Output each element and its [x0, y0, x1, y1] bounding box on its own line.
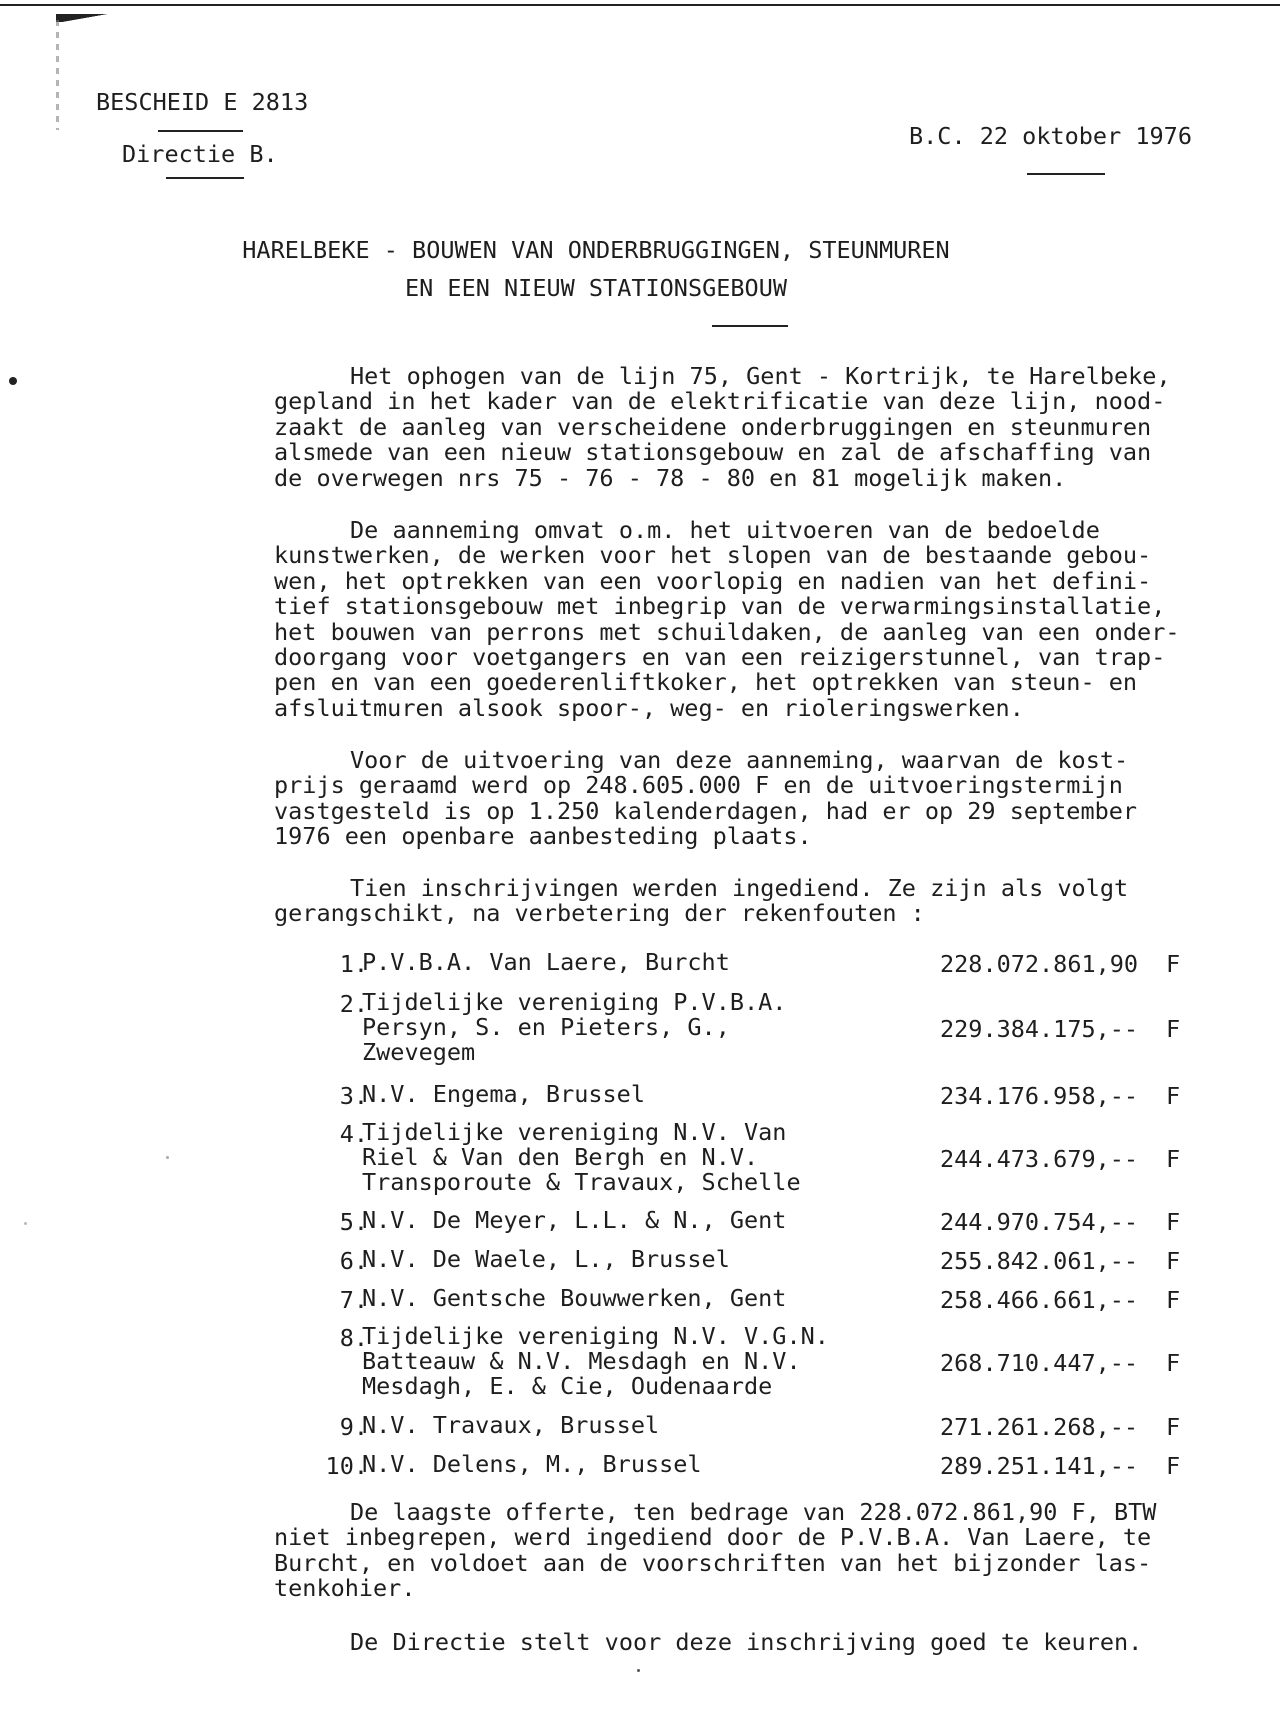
bid-amount: 258.466.661,--: [940, 1286, 1139, 1314]
text-line: Burcht, en voldoet aan de voorschriften van het bijzonder las-: [274, 1548, 1152, 1577]
bid-amount: 255.842.061,--: [940, 1247, 1139, 1275]
text-line: Voor de uitvoering van deze aanneming, waarvan de kost-: [350, 746, 1129, 774]
bid-number: 10.: [325, 1452, 368, 1480]
bidder-name: Mesdagh, E. & Cie, Oudenaarde: [362, 1372, 773, 1400]
text-line: kunstwerken, de werken voor het slopen van de bestaande gebou-: [274, 541, 1152, 570]
bid-amount: 268.710.447,--: [940, 1349, 1139, 1377]
bidder-name: N.V. Engema, Brussel: [362, 1080, 645, 1108]
date-underline: [1027, 173, 1105, 175]
bidder-name: Persyn, S. en Pieters, G.,: [362, 1013, 730, 1041]
bidder-name: Tijdelijke vereniging N.V. V.G.N.: [362, 1322, 829, 1350]
bid-amount: 228.072.861,90: [940, 950, 1139, 978]
text-line: de overwegen nrs 75 - 76 - 78 - 80 en 81 mogelijk maken.: [274, 463, 1067, 492]
scan-speck: [24, 1222, 27, 1225]
bid-number: 7.: [339, 1286, 368, 1314]
bid-currency: F: [1166, 1413, 1181, 1441]
bidder-name: Riel & Van den Bergh en N.V.: [362, 1143, 759, 1171]
bid-number: 9.: [339, 1413, 368, 1441]
bid-currency: F: [1166, 1286, 1181, 1314]
scan-edge-mark: [56, 20, 59, 130]
text-line: De aanneming omvat o.m. het uitvoeren van de bedoelde: [350, 516, 1100, 544]
corner-mark: [56, 14, 156, 22]
bidder-name: Batteauw & N.V. Mesdagh en N.V.: [362, 1347, 801, 1375]
bid-number: 1.: [339, 950, 368, 978]
paragraph-tender: [274, 748, 1214, 850]
bid-amount: 244.970.754,--: [940, 1208, 1139, 1236]
directorate-underline: [166, 177, 244, 179]
text-line: De Directie stelt voor deze inschrijving goed te keuren.: [350, 1628, 1143, 1656]
text-line: doorgang voor voetgangers en van een reizigerstunnel, van trap-: [274, 643, 1166, 672]
document-title-line-2: EN EEN NIEUW STATIONSGEBOUW: [404, 274, 787, 302]
paragraph-intro: [274, 364, 1214, 491]
bidder-name: N.V. Travaux, Brussel: [362, 1411, 660, 1439]
margin-dot: [9, 377, 17, 385]
text-line: vastgesteld is op 1.250 kalenderdagen, had er op 29 september: [274, 796, 1138, 825]
directorate-label: Directie B.: [122, 140, 278, 168]
bid-currency: F: [1166, 1452, 1181, 1480]
text-line: tenkohier.: [274, 1574, 416, 1603]
text-line: afsluitmuren alsook spoor-, weg- en rioleringswerken.: [274, 693, 1024, 722]
bidder-name: Tijdelijke vereniging N.V. Van: [362, 1118, 787, 1146]
bid-amount: 229.384.175,--: [940, 1015, 1139, 1043]
text-line: niet inbegrepen, werd ingediend door de P.V.B.A. Van Laere, te: [274, 1523, 1152, 1552]
text-line: gepland in het kader van de elektrificatie van deze lijn, nood-: [274, 387, 1166, 416]
bid-number: 5.: [339, 1208, 368, 1236]
bidder-name: N.V. Gentsche Bouwwerken, Gent: [362, 1284, 787, 1312]
bid-currency: F: [1166, 1015, 1181, 1043]
bid-number: 4.: [339, 1120, 368, 1148]
bid-number: 2.: [339, 990, 368, 1018]
text-line: pen en van een goederenliftkoker, het optrekken van steun- en: [274, 668, 1138, 697]
top-border-line: [0, 4, 1280, 6]
bidder-name: Transporoute & Travaux, Schelle: [362, 1168, 801, 1196]
text-line: alsmede van een nieuw stationsgebouw en zal de afschaffing van: [274, 438, 1152, 467]
paragraph-scope: [274, 518, 1214, 721]
bidder-name: N.V. De Meyer, L.L. & N., Gent: [362, 1206, 787, 1234]
bid-number: 8.: [339, 1324, 368, 1352]
scan-speck: [166, 1156, 169, 1159]
bidder-name: N.V. Delens, M., Brussel: [362, 1450, 702, 1478]
bid-currency: F: [1166, 1349, 1181, 1377]
text-line: Tien inschrijvingen werden ingediend. Ze zijn als volgt: [350, 874, 1129, 902]
paragraph-proposal: [274, 1630, 1214, 1655]
bidder-name: Tijdelijke vereniging P.V.B.A.: [362, 988, 787, 1016]
bid-currency: F: [1166, 950, 1181, 978]
text-line: prijs geraamd werd op 248.605.000 F en de uitvoeringstermijn: [274, 771, 1123, 800]
bidder-name: P.V.B.A. Van Laere, Burcht: [362, 948, 730, 976]
text-line: gerangschikt, na verbetering der rekenfouten :: [274, 899, 925, 928]
bid-amount: 244.473.679,--: [940, 1145, 1139, 1173]
bid-currency: F: [1166, 1145, 1181, 1173]
bidder-name: Zwevegem: [362, 1038, 476, 1066]
reference-number: BESCHEID E 2813: [96, 88, 309, 116]
bidder-name: N.V. De Waele, L., Brussel: [362, 1245, 730, 1273]
text-line: zaakt de aanleg van verscheidene onderbruggingen en steunmuren: [274, 412, 1152, 441]
text-line: het bouwen van perrons met schuildaken, de aanleg van een onder-: [274, 617, 1180, 646]
text-line: De laagste offerte, ten bedrage van 228.072.861,90 F, BTW: [350, 1498, 1157, 1526]
text-line: tief stationsgebouw met inbegrip van de verwarmingsinstallatie,: [274, 592, 1166, 621]
scan-speck: [637, 1669, 640, 1672]
bid-number: 6.: [339, 1247, 368, 1275]
text-line: 1976 een openbare aanbesteding plaats.: [274, 822, 812, 851]
bid-amount: 234.176.958,--: [940, 1082, 1139, 1110]
text-line: wen, het optrekken van een voorlopig en nadien van het defini-: [274, 566, 1152, 595]
bid-currency: F: [1166, 1247, 1181, 1275]
bid-currency: F: [1166, 1082, 1181, 1110]
title-underline: [712, 325, 788, 327]
bid-amount: 271.261.268,--: [940, 1413, 1139, 1441]
bid-currency: F: [1166, 1208, 1181, 1236]
paragraph-lowest-offer: [274, 1500, 1214, 1602]
document-date: B.C. 22 oktober 1976: [909, 122, 1192, 150]
paragraph-bids-intro: [274, 876, 1214, 927]
reference-underline: [158, 130, 243, 132]
bid-number: 3.: [339, 1082, 368, 1110]
text-line: Het ophogen van de lijn 75, Gent - Kortrijk, te Harelbeke,: [350, 362, 1171, 390]
bid-amount: 289.251.141,--: [940, 1452, 1139, 1480]
document-title-line-1: HARELBEKE - BOUWEN VAN ONDERBRUGGINGEN, STEUNMUREN: [242, 236, 950, 264]
